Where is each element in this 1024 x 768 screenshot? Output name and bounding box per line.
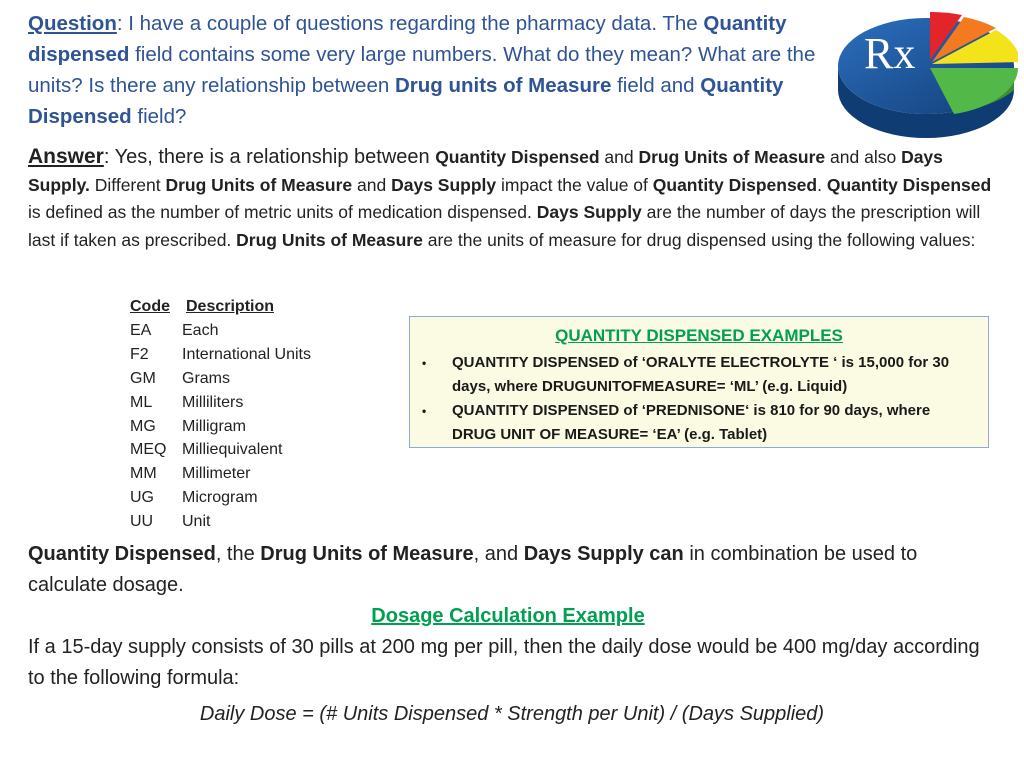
code-table-header	[130, 295, 390, 319]
code-value: UU	[130, 513, 154, 531]
example-item	[420, 399, 978, 447]
code-description: Milligram	[182, 417, 246, 435]
code-value: UG	[130, 489, 154, 507]
answer-term: Drug Units of Measure	[236, 229, 423, 250]
bullet-icon: •	[422, 356, 427, 370]
dosage-section	[28, 539, 988, 694]
code-row	[130, 367, 390, 391]
answer-text: and	[599, 147, 639, 167]
answer-term: Days Supply	[391, 174, 497, 195]
answer-term: Quantity Dispensed	[652, 174, 818, 195]
dosage-formula: Daily Dose = (# Units Dispensed * Strength per Unit) / (Days Supplied)	[199, 703, 825, 725]
answer-text: and also	[825, 147, 902, 167]
code-row	[130, 391, 390, 415]
answer-label: Answer	[28, 145, 104, 168]
code-column-header: Code	[130, 298, 170, 315]
answer-term: Drug Units of Measure	[165, 174, 353, 195]
code-row	[130, 343, 390, 367]
code-description: Unit	[182, 513, 211, 531]
question-term: Quantity Dispensed	[28, 74, 784, 128]
code-row	[130, 438, 390, 462]
question-label: Question	[28, 12, 117, 35]
question-term: Quantity dispensed	[28, 12, 787, 66]
code-description: Milliliters	[182, 393, 244, 411]
dosage-example-text: If a 15-day supply consists of 30 pills at 200 mg per pill, then the daily dose would be 400 mg/day according to the following formula:	[28, 636, 980, 689]
answer-term: Quantity Dispensed	[435, 147, 600, 167]
bottom-text: , the	[215, 543, 261, 565]
question-text: field and	[611, 74, 701, 97]
bottom-term: Days Supply can	[523, 543, 684, 565]
answer-text: and	[352, 174, 392, 195]
question-paragraph	[28, 8, 828, 132]
code-description: Grams	[182, 369, 230, 387]
bottom-term: Quantity Dispensed	[28, 543, 216, 565]
example-text: QUANTITY DISPENSED of ‘PREDNISONE‘ is 810 for 90 days, where DRUG UNIT OF MEASURE= ‘EA’ (e.g. Tablet)	[452, 402, 931, 443]
code-value: MEQ	[130, 441, 167, 459]
bottom-text: , and	[473, 543, 524, 565]
answer-text: .	[817, 174, 827, 195]
description-column-header: Description	[186, 298, 275, 315]
answer-text: are the units of measure for drug dispensed using the following values:	[422, 229, 976, 250]
bottom-term: Drug Units of Measure	[260, 543, 474, 565]
examples-list	[420, 351, 978, 447]
example-item	[420, 351, 978, 399]
bottom-text: in combination be used to calculate dosage.	[28, 543, 918, 596]
quantity-examples-box	[409, 316, 989, 448]
answer-text: Different	[89, 174, 166, 195]
code-description: International Units	[182, 345, 311, 363]
dosage-example-title: Dosage Calculation Example	[371, 605, 645, 627]
answer-term: Quantity Dispensed	[826, 174, 992, 195]
answer-text: are the number of days the prescription will last if taken as prescribed.	[28, 202, 981, 250]
combination-paragraph	[28, 539, 988, 601]
question-text: field?	[131, 105, 187, 128]
answer-term: Days Supply.	[28, 147, 943, 195]
question-text: : I have a couple of questions regarding the pharmacy data. The	[116, 12, 704, 35]
rx-pie-logo	[830, 4, 1018, 154]
code-value: MM	[130, 465, 157, 483]
code-row	[130, 319, 390, 343]
example-text: QUANTITY DISPENSED of ‘ORALYTE ELECTROLYTE ‘ is 15,000 for 30 days, where DRUGUNITOFMEASURE= ‘ML’ (e.g. Liquid)	[452, 354, 950, 395]
code-description: Millimeter	[182, 465, 251, 483]
code-row	[130, 415, 390, 439]
rx-logo-text: Rx	[864, 29, 916, 78]
answer-text: impact the value of	[496, 174, 653, 195]
code-value: GM	[130, 369, 156, 387]
code-row	[130, 486, 390, 510]
code-row	[130, 510, 390, 534]
unit-code-table	[130, 295, 390, 534]
code-description: Each	[182, 321, 219, 339]
code-value: F2	[130, 345, 149, 363]
answer-text: : Yes, there is a relationship between	[103, 146, 436, 168]
question-term: Drug units of Measure	[394, 74, 612, 97]
answer-term: Days Supply	[536, 202, 642, 222]
examples-title: QUANTITY DISPENSED EXAMPLES	[555, 326, 843, 345]
code-row	[130, 462, 390, 486]
answer-text: is defined as the number of metric units of medication dispensed.	[28, 202, 537, 222]
bullet-icon: •	[422, 404, 427, 418]
code-description: Milliequivalent	[182, 441, 283, 459]
code-value: ML	[130, 393, 153, 411]
question-text: field contains some very large numbers. What do they mean? What are the units? Is there any relationship between	[28, 43, 816, 97]
code-value: MG	[130, 417, 156, 435]
code-value: EA	[130, 321, 152, 339]
code-description: Microgram	[182, 489, 258, 507]
answer-term: Drug Units of Measure	[638, 147, 826, 167]
answer-paragraph	[28, 143, 1000, 254]
